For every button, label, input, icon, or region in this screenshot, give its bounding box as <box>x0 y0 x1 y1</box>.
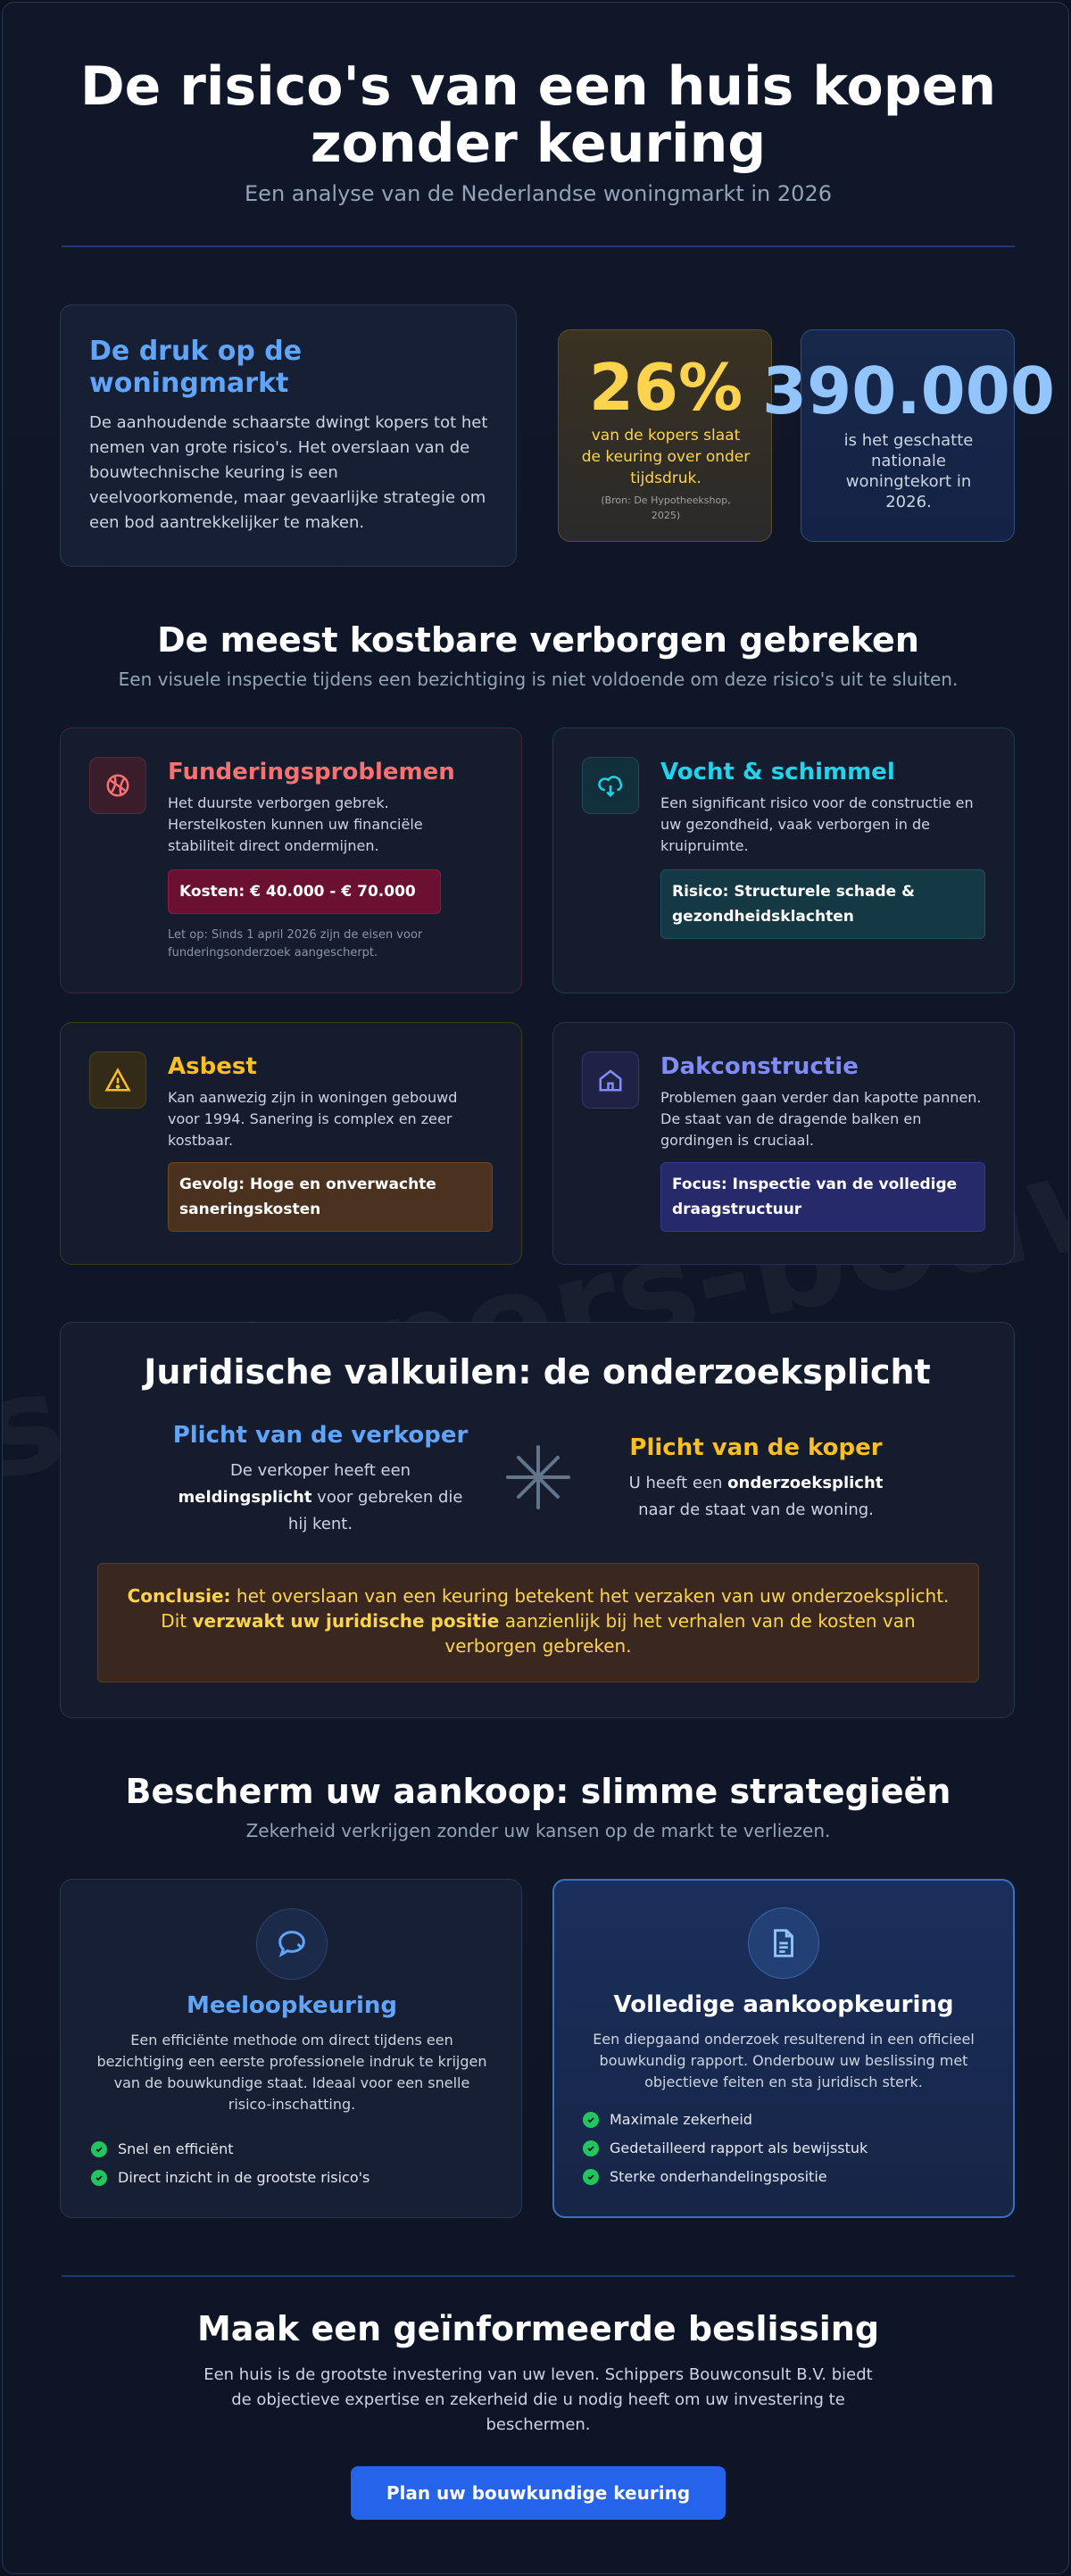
defect-text: Problemen gaan verder dan kapotte pannen. De staat van de dragende balken en gordingen is cruciaal. <box>660 1089 982 1149</box>
market-pressure-text: De aanhoudende schaarste dwingt kopers tot het nemen van grote risico's. Het overslaan van de bouwtechnische keuring is een veelvoorkomende, maar gevaarlijke strategie om een bod aantrekkelijker te maken. <box>89 413 488 532</box>
defect-text: Een significant risico voor de constructie en uw gezondheid, vaak verborgen in de kruipruimte. <box>660 794 974 854</box>
strategy-card-full-inspection <box>552 1879 1015 2218</box>
page-subtitle: Een analyse van de Nederlandse woningmarkt in 2026 <box>245 181 832 206</box>
chat-icon <box>256 1908 328 1980</box>
seller-duty-heading: Plicht van de verkoper <box>172 1422 469 1449</box>
check-icon <box>583 2169 599 2185</box>
defect-text: Kan aanwezig zijn in woningen gebouwd voor 1994. Sanering is complex en zeer kostbaar. <box>168 1089 458 1149</box>
defect-card-moisture <box>552 727 1015 993</box>
market-pressure-heading: De druk op de woningmarkt <box>89 336 303 399</box>
seller-duty-text: De verkoper heeft een meldingsplicht voor gebreken die hij kent. <box>178 1461 463 1533</box>
divider-bottom <box>62 2275 1015 2277</box>
ban-icon <box>89 757 146 814</box>
strategy-text: Een efficiënte methode om direct tijdens een bezichtiging een eerste professionele indruk te krijgen van de bouwkundige staat. Ideaal voor een snelle risico-inschatting. <box>96 2032 487 2113</box>
footer-text: Een huis is de grootste investering van uw leven. Schippers Bouwconsult B.V. biedt de objectieve expertise en zekerheid die u nodig heeft om uw investering te beschermen. <box>203 2365 873 2434</box>
stat-label: is het geschatte nationale woningtekort in 2026. <box>843 431 974 511</box>
defects-heading: De meest kostbare verborgen gebreken <box>157 620 919 660</box>
stat-value: 390.000 <box>762 353 1055 428</box>
strategy-title: Volledige aankoopkeuring <box>613 1991 954 2018</box>
divider-top <box>62 245 1015 247</box>
footer-heading: Maak een geïnformeerde beslissing <box>196 2309 880 2348</box>
title-line-1: De risico's van een huis kopen <box>79 55 997 118</box>
strategy-card-walkthrough <box>60 1879 522 2218</box>
stat-card-housing-shortage <box>762 329 1055 542</box>
strategies-heading: Bescherm uw aankoop: slimme strategieën <box>125 1772 951 1811</box>
strategy-point: Gedetailleerd rapport als bewijsstuk <box>583 2140 868 2156</box>
defect-title: Vocht & schimmel <box>660 759 895 785</box>
defect-title: Asbest <box>168 1053 257 1080</box>
defect-text: Het duurste verborgen gebrek. Herstelkosten kunnen uw financiële stabiliteit direct ondermijnen. <box>168 794 423 854</box>
defect-card-asbestos <box>60 1022 522 1265</box>
warning-icon <box>89 1051 146 1109</box>
stat-source: (Bron: De Hypotheekshop, 2025) <box>601 494 731 521</box>
house-icon <box>582 1051 639 1109</box>
defect-title: Funderingsproblemen <box>168 759 455 785</box>
title-line-2: zonder keuring <box>310 112 767 175</box>
legal-heading: Juridische valkuilen: de onderzoeksplicht <box>144 1352 931 1392</box>
strategy-point: Direct inzicht in de grootste risico's <box>91 2169 369 2186</box>
market-pressure-card <box>60 304 517 567</box>
defect-badge: Risico: Structurele schade & gezondheidsklachten <box>660 869 985 939</box>
check-icon <box>91 2141 107 2157</box>
scale-divider-icon <box>502 1442 574 1513</box>
check-icon <box>91 2170 107 2186</box>
defect-card-roof <box>552 1022 1015 1265</box>
defect-card-foundation <box>60 727 522 993</box>
defect-badge: Gevolg: Hoge en onverwachte saneringskosten <box>168 1162 493 1232</box>
strategy-point: Snel en efficiënt <box>91 2140 234 2157</box>
strategy-title: Meeloopkeuring <box>187 1992 397 2019</box>
buyer-duty-heading: Plicht van de koper <box>629 1434 883 1461</box>
strategies-subheading: Zekerheid verkrijgen zonder uw kansen op de markt te verliezen. <box>245 1820 831 1841</box>
strategy-point: Maximale zekerheid <box>583 2111 752 2128</box>
defect-note: Let op: Sinds 1 april 2026 zijn de eisen voor funderingsonderzoek aangescherpt. <box>168 928 423 960</box>
defects-subheading: Een visuele inspectie tijdens een bezichtiging is niet voldoende om deze risico's uit te sluiten. <box>118 669 959 690</box>
strategy-point: Sterke onderhandelingspositie <box>583 2168 827 2185</box>
check-icon <box>583 2112 599 2128</box>
defect-badge: Kosten: € 40.000 - € 70.000 <box>168 869 441 914</box>
check-icon <box>583 2140 599 2156</box>
legal-conclusion: Conclusie: het overslaan van een keuring betekent het verzaken van uw onderzoeksplicht. Dit verzwakt uw juridische positie aanzienlijk bij het verhalen van de kosten van verborgen gebreken. <box>97 1563 979 1683</box>
page-frame <box>2 2 1069 2574</box>
plan-inspection-button[interactable]: Plan uw bouwkundige keuring <box>351 2466 726 2520</box>
buyer-duty-text: U heeft een onderzoeksplicht naar de staat van de woning. <box>628 1474 884 1519</box>
cloud-drizzle-icon <box>582 757 639 814</box>
stat-card-skip-rate <box>558 329 772 542</box>
stat-label: van de kopers slaat de keuring over onder tijdsdruk. <box>581 427 751 487</box>
defect-title: Dakconstructie <box>660 1053 859 1080</box>
document-icon <box>748 1907 819 1979</box>
defect-badge: Focus: Inspectie van de volledige draagstructuur <box>660 1162 985 1232</box>
strategy-text: Een diepgaand onderzoek resulterend in een officieel bouwkundig rapport. Onderbouw uw beslissing met objectieve feiten en sta juridisch sterk. <box>593 2031 975 2090</box>
stat-value: 26% <box>588 350 743 425</box>
page-title <box>56 55 1020 175</box>
